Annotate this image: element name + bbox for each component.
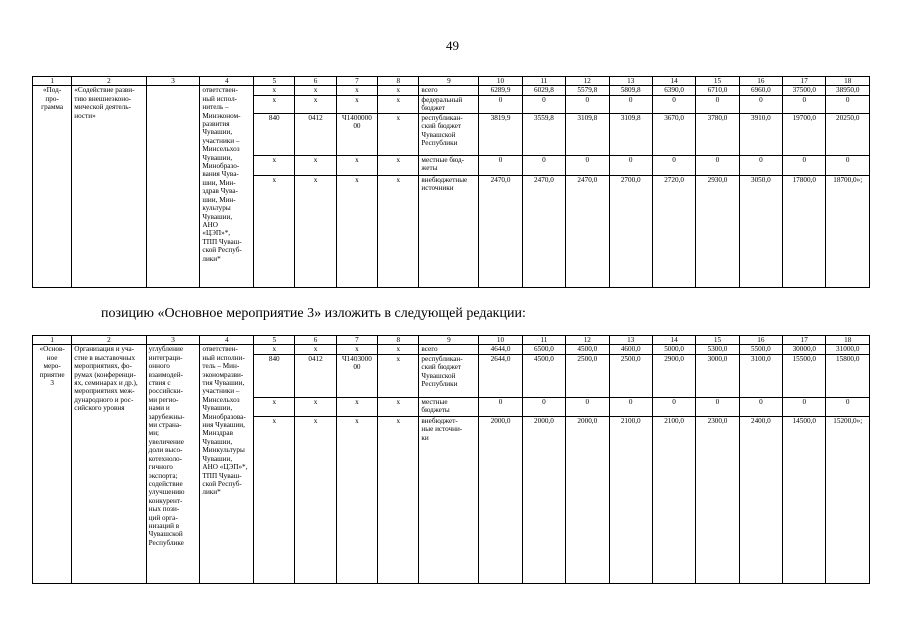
table-cell: 0 [479, 397, 522, 416]
table-cell: х [254, 416, 295, 583]
column-number-cell: 8 [378, 77, 419, 86]
table-cell: х [378, 397, 419, 416]
table-cell: 4600,0 [609, 345, 652, 354]
column-number-cell: 18 [826, 77, 870, 86]
table-cell: 6500,0 [522, 345, 565, 354]
column-number-cell: 12 [566, 336, 609, 345]
table-cell: 0 [609, 397, 652, 416]
table-cell-col1: «Основ- ное меро- приятие 3 [33, 345, 72, 583]
table-cell: 6029,8 [522, 86, 565, 95]
table-cell: 6390,0 [652, 86, 695, 95]
column-number-cell: 7 [336, 336, 377, 345]
column-number-cell: 13 [609, 77, 652, 86]
table-cell: х [378, 155, 419, 175]
table-cell: 3559,8 [522, 113, 565, 155]
table-cell: 2720,0 [652, 175, 695, 287]
column-number-cell: 17 [783, 336, 826, 345]
column-number-cell: 4 [200, 77, 254, 86]
column-number-cell: 10 [479, 77, 522, 86]
table-cell: 0412 [295, 354, 336, 397]
table-cell: всего [419, 345, 479, 354]
table-cell: внебюджетные источники [419, 175, 479, 287]
table-cell: 2500,0 [566, 354, 609, 397]
column-number-cell: 10 [479, 336, 522, 345]
table-cell: 840 [254, 354, 295, 397]
table-cell: 2100,0 [609, 416, 652, 583]
column-number-cell: 9 [419, 77, 479, 86]
column-number-cell: 9 [419, 336, 479, 345]
table-cell: 2000,0 [479, 416, 522, 583]
column-number-cell: 14 [652, 336, 695, 345]
column-number-cell: 11 [522, 77, 565, 86]
column-number-cell: 11 [522, 336, 565, 345]
column-number-cell: 2 [72, 77, 146, 86]
table-cell: 840 [254, 113, 295, 155]
financing-table-subprogram [32, 76, 870, 288]
table-cell: 0 [652, 397, 695, 416]
column-number-cell: 3 [146, 77, 200, 86]
column-number-cell: 15 [696, 336, 739, 345]
table-cell: 6960,0 [739, 86, 782, 95]
table-cell: х [336, 86, 377, 95]
table-cell: 6289,9 [479, 86, 522, 95]
table-cell: х [295, 416, 336, 583]
table-cell: 0 [826, 397, 870, 416]
column-number-cell: 18 [826, 336, 870, 345]
table-cell: 2900,0 [652, 354, 695, 397]
table-cell: х [295, 397, 336, 416]
table-cell: 5500,0 [739, 345, 782, 354]
table-cell: 5300,0 [696, 345, 739, 354]
table-cell: х [336, 345, 377, 354]
table-cell: республикан- ский бюджет Чувашской Республики [419, 113, 479, 155]
table-cell-col2: «Содействие разви- тию внешнеэконо- мической деятель- ности» [72, 86, 146, 287]
table-cell: 0 [652, 155, 695, 175]
table-cell: Ч1400000 00 [336, 113, 377, 155]
table-cell: х [336, 95, 377, 113]
table-cell: 0 [739, 155, 782, 175]
table-cell: 0 [566, 95, 609, 113]
table-cell: 0 [522, 95, 565, 113]
table-cell: 5809,8 [609, 86, 652, 95]
column-number-cell: 3 [146, 336, 200, 345]
table-cell: 0 [783, 397, 826, 416]
table-cell: 3050,0 [739, 175, 782, 287]
table-cell: 2100,0 [652, 416, 695, 583]
table-cell: х [295, 175, 336, 287]
table-cell-col2: Организация и уча- стие в выставочных мероприятиях, фо- румах (конференци- ях, семинарах и др.), мероприятиях меж- дународного и рос- сийского уровня [72, 345, 146, 583]
table-cell: 2700,0 [609, 175, 652, 287]
column-number-cell: 6 [295, 336, 336, 345]
column-number-cell: 5 [254, 336, 295, 345]
table-cell: 19700,0 [783, 113, 826, 155]
table-cell: 2644,0 [479, 354, 522, 397]
column-number-cell: 5 [254, 77, 295, 86]
table-cell: х [295, 155, 336, 175]
table-cell: 37500,0 [783, 86, 826, 95]
table-cell: х [378, 113, 419, 155]
table-cell: 4500,0 [522, 354, 565, 397]
table-cell: 0 [783, 155, 826, 175]
column-number-cell: 7 [336, 77, 377, 86]
table-cell: х [378, 345, 419, 354]
table-cell: 2000,0 [522, 416, 565, 583]
table-cell: х [254, 95, 295, 113]
column-number-cell: 12 [566, 77, 609, 86]
table-cell: 3670,0 [652, 113, 695, 155]
table-cell: х [254, 175, 295, 287]
table-cell: 0 [609, 95, 652, 113]
table-cell: 0 [739, 397, 782, 416]
table-cell: 14500,0 [783, 416, 826, 583]
table-cell: 0 [652, 95, 695, 113]
column-number-cell: 1 [33, 336, 72, 345]
table-cell: х [336, 416, 377, 583]
table-cell: х [336, 175, 377, 287]
table-row [33, 345, 870, 354]
table-cell: 2300,0 [696, 416, 739, 583]
table-cell-col3 [146, 86, 200, 287]
table-cell: республикан- ский бюджет Чувашской Республики [419, 354, 479, 397]
table-cell: 2000,0 [566, 416, 609, 583]
table-cell: х [254, 345, 295, 354]
table-cell: 0 [566, 397, 609, 416]
table-cell: 3100,0 [739, 354, 782, 397]
table-cell: х [378, 95, 419, 113]
table-cell: Ч1403000 00 [336, 354, 377, 397]
table-cell: х [378, 86, 419, 95]
table-cell: 2400,0 [739, 416, 782, 583]
table-cell: 3780,0 [696, 113, 739, 155]
table-cell: 2470,0 [566, 175, 609, 287]
table-cell: 0 [696, 95, 739, 113]
table-cell: 4500,0 [566, 345, 609, 354]
table-cell: 0 [826, 155, 870, 175]
table-cell: 17800,0 [783, 175, 826, 287]
column-number-cell: 15 [696, 77, 739, 86]
table-cell: х [378, 416, 419, 583]
table-cell: 3109,8 [566, 113, 609, 155]
page-number: 49 [446, 38, 459, 53]
table-cell: х [295, 95, 336, 113]
financing-table-main-activity-3 [32, 335, 870, 584]
table-cell: 2470,0 [479, 175, 522, 287]
amendment-instruction: позицию «Основное мероприятие 3» изложить в следующей редакции: [101, 306, 526, 321]
table-cell: 0 [783, 95, 826, 113]
table-cell: 38950,0 [826, 86, 870, 95]
table-cell: х [336, 397, 377, 416]
column-number-cell: 17 [783, 77, 826, 86]
table-cell: 15200,0»; [826, 416, 870, 583]
table-cell: 6710,0 [696, 86, 739, 95]
column-number-cell: 16 [739, 77, 782, 86]
table-cell: х [378, 354, 419, 397]
table-cell: 0 [479, 95, 522, 113]
table-cell: 0 [479, 155, 522, 175]
table-cell: 30000,0 [783, 345, 826, 354]
table-cell: 3910,0 [739, 113, 782, 155]
table-cell: местные бюд- жеты [419, 155, 479, 175]
table-cell: 3819,9 [479, 113, 522, 155]
table-cell: х [378, 175, 419, 287]
table-cell: 18700,0»; [826, 175, 870, 287]
table-cell: местные бюджеты [419, 397, 479, 416]
table-cell: 20250,0 [826, 113, 870, 155]
table-cell: х [254, 155, 295, 175]
table-row [33, 86, 870, 95]
table-cell: х [336, 155, 377, 175]
table-cell: федеральный бюджет [419, 95, 479, 113]
table-cell: 5579,8 [566, 86, 609, 95]
table-cell: 0 [522, 155, 565, 175]
column-number-cell: 2 [72, 336, 146, 345]
table-cell: 31000,0 [826, 345, 870, 354]
table-cell: внебюджет- ные источни- ки [419, 416, 479, 583]
table-cell: х [254, 397, 295, 416]
table-cell: 2470,0 [522, 175, 565, 287]
table-cell: 5000,0 [652, 345, 695, 354]
table-cell: 0 [609, 155, 652, 175]
table-cell: 0 [696, 155, 739, 175]
table-cell: 0 [522, 397, 565, 416]
table-cell: 3109,8 [609, 113, 652, 155]
table-cell-col1: «Под- про- грамма [33, 86, 72, 287]
table-cell: 2930,0 [696, 175, 739, 287]
table-cell: х [254, 86, 295, 95]
table-cell: 4644,0 [479, 345, 522, 354]
table-cell: 15800,0 [826, 354, 870, 397]
table-cell-col3: углубление интеграци- онного взаимодей- ствия с российски- ми регио- нами и зарубежны- ми страна- ми; увеличение доли высо- котехноло- гичного экспорта; содействие улучшению конкурент- ных пози- ций орга- низаций в Чувашской Республике [146, 345, 200, 583]
table-cell: х [295, 345, 336, 354]
table-cell-col4: ответствен- ный испол- нитель – Минэконом- развития Чувашии, участники – Минсельхоз Чувашии, Минобразо- вания Чува- шии, Мин- здрав Чува- шии, Мин- культуры Чувашии, АНО «ЦЭП»*, ТПП Чуваш- ской Респуб- лики* [200, 86, 254, 287]
table-cell: 0 [826, 95, 870, 113]
table-cell: 2500,0 [609, 354, 652, 397]
table-cell: 0412 [295, 113, 336, 155]
column-number-row [33, 336, 870, 345]
column-number-cell: 1 [33, 77, 72, 86]
column-number-cell: 13 [609, 336, 652, 345]
column-number-cell: 14 [652, 77, 695, 86]
column-number-cell: 16 [739, 336, 782, 345]
table-cell: х [295, 86, 336, 95]
table-cell-col4: ответствен- ный исполни- тель – Мин- экономразви- тия Чувашии, участники – Минсельхоз Чувашии, Минобразова- ния Чувашии, Минздрав Чувашии, Минкультуры Чувашии, АНО «ЦЭП»*, ТПП Чуваш- ской Респуб- лики* [200, 345, 254, 583]
table-cell: 0 [696, 397, 739, 416]
table-cell: 0 [739, 95, 782, 113]
column-number-cell: 6 [295, 77, 336, 86]
column-number-cell: 4 [200, 336, 254, 345]
table-cell: 3000,0 [696, 354, 739, 397]
table-cell: всего [419, 86, 479, 95]
column-number-cell: 8 [378, 336, 419, 345]
table-cell: 0 [566, 155, 609, 175]
table-cell: 15500,0 [783, 354, 826, 397]
column-number-row [33, 77, 870, 86]
